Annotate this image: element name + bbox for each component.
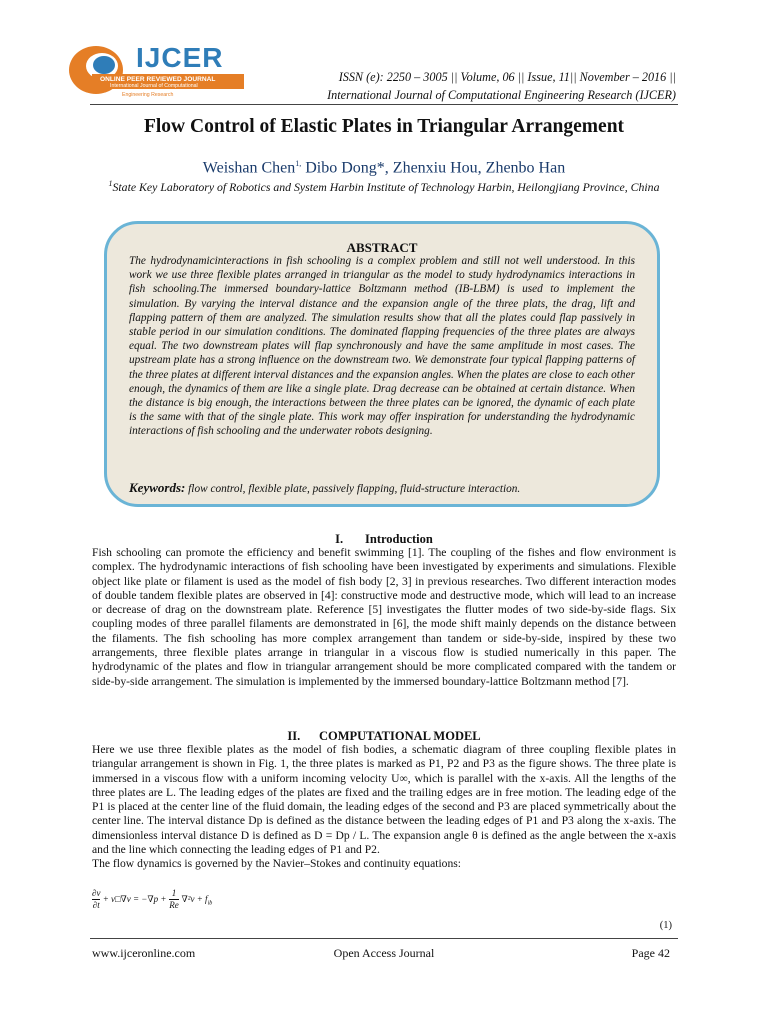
- journal-name: International Journal of Computational Engineering Research (IJCER): [327, 88, 676, 102]
- first-author: Weishan Chen: [202, 159, 296, 177]
- governing-equations-intro: The flow dynamics is governed by the Navier–Stokes and continuity equations:: [92, 857, 461, 871]
- abstract-box: [104, 221, 660, 507]
- first-author-marker: 1,: [295, 159, 302, 168]
- paper-title: Flow Control of Elastic Plates in Triangular Arrangement: [143, 116, 625, 137]
- header-rule: [90, 104, 678, 105]
- equation-number: (1): [659, 920, 672, 931]
- keywords: [129, 480, 637, 496]
- keywords-label: Keywords:: [129, 480, 186, 495]
- journal-header: [327, 68, 676, 104]
- footer-rule: [90, 938, 678, 939]
- logo-tagline: ONLINE PEER REVIEWED JOURNAL: [100, 76, 216, 83]
- eq-tail-sub: ib: [207, 900, 213, 907]
- eq-middle: + v□∇v = −∇p +: [102, 894, 167, 904]
- computational-model-paragraph: Here we use three flexible plates as the model of fish bodies, a schematic diagram of three coupling flexible plates in triangular arrangement is shown in Fig. 1, the three plates is marked as P1, P2 and P3 as the figure shows. The three plate is immersed in a viscous flow with a uniform incoming velocity U∞, which is parallel with the x-axis. All the lengths of the three plates are L. The leading edges of the plates are fixed and the trailing edges are in free motion. The leading edge of the P1 is placed at the center line of the fluid domain, the leading edges of the second and P3 are placed symmetrically about the center line. The interval distance Dp is defined as the distance between the leading edges of P1 and P3 along the x-axis. The dimensionless interval distance D is defined as D = Dp / L. The expansion angle θ is defined as the angle between the x-axis and the line which connecting the leading edges of P1 and P2.: [92, 743, 676, 857]
- affiliation-marker: 1: [108, 179, 113, 188]
- computational-model-section: [92, 743, 676, 872]
- logo-text: IJCER: [136, 42, 224, 73]
- logo-subline-2: Engineering Research: [122, 92, 174, 98]
- affiliation: [96, 177, 672, 194]
- page-number: Page 42: [631, 946, 670, 960]
- abstract-heading: ABSTRACT: [346, 240, 418, 255]
- eq-frac-num: 1: [169, 888, 180, 900]
- navier-stokes-equation: [92, 888, 212, 911]
- section-heading-computational-model: II. COMPUTATIONAL MODEL: [287, 729, 481, 743]
- keywords-text: flow control, flexible plate, passively flapping, fluid-structure interaction.: [185, 483, 521, 495]
- affiliation-text: State Key Laboratory of Robotics and System Harbin Institute of Technology Harbin, Heilongjiang Province, China: [112, 179, 660, 194]
- section-heading-introduction: I. Introduction: [335, 532, 433, 546]
- eq-dt: ∂t: [92, 900, 100, 910]
- journal-logo: [66, 40, 250, 102]
- eq-dv: ∂v: [92, 888, 101, 898]
- other-authors: Dibo Dong*, Zhenxiu Hou, Zhenbo Han: [301, 159, 566, 177]
- issn-line: ISSN (e): 2250 – 3005 || Volume, 06 || Issue, 11|| November – 2016 ||: [338, 70, 676, 84]
- logo-subline-1: International Journal of Computational: [110, 83, 198, 89]
- eq-frac-den: Re: [169, 900, 179, 910]
- eq-tail: ∇²v + f: [181, 894, 208, 904]
- introduction-paragraph: Fish schooling can promote the efficiency and benefit swimming [1]. The coupling of the fishes and flow environment is complex. The hydrodynamic interactions of fish schooling have been investigated by experiments and simulations. Flexible object like plate or filament is used as the model of fish body [2, 3] in previous researches. Two different interaction modes of double tandem flexible plates are observed in [4]: constructive mode and destructive mode, which will lead to an increase or decrease of drag on the downstream plate. Reference [5] investigates the flutter modes of two side-by-side flags. Six coupling modes of three parallel filaments are demonstrated in [6], the mode shift mainly depends on the distance between the filaments. The fish schooling has more complex arrangement than tandem or side-by-side, inspired by these two arrangements, three flexible plates arrange in triangular in a viscous flow is studied numerically in this paper. The hydrodynamic of the plates and flow in triangular arrangement should be more complicated compared with the tandem or side-by-side arrangement. The simulation is implemented by the immersed boundary-lattice Boltzmann method [7].: [92, 546, 676, 688]
- footer-journal-type: Open Access Journal: [333, 946, 435, 960]
- abstract-text: The hydrodynamicinteractions in fish schooling is a complex problem and still not well understood. In this work we use three flexible plates arranged in triangular as the model to study hydrodynamics interactions in fish schooling.The immersed boundary-lattice Boltzmann method (IB-LBM) is used to implement the simulation. By varying the interval distance and the expansion angle of the three plats, the drag, lift and flapping pattern of them are analyzed. The simulation results show that all the plates could flap passively in stable period in our simulation conditions. The dominated flapping frequencies of the three plates are always equal. The two downstream plates will flap synchronously and have the same amplitude in most cases. The upstream plate has a strong influence on the downstream two. We demonstrate four typical flapping patterns of the three plates at different interval distances and the expansion angles. When the plates are close to each other enough, the dynamics of them are like a single plate. Drag decrease can be obtained at certain distance. When the distance is big enough, the interactions between the three plates can be ignored, the dynamic of each plate is the same with that of the single plate. This work may offer inspiration for understanding the hydrodynamic interactions of fish schooling and the underwater robots designing.: [129, 255, 635, 438]
- footer-website[interactable]: www.ijceronline.com: [92, 946, 196, 960]
